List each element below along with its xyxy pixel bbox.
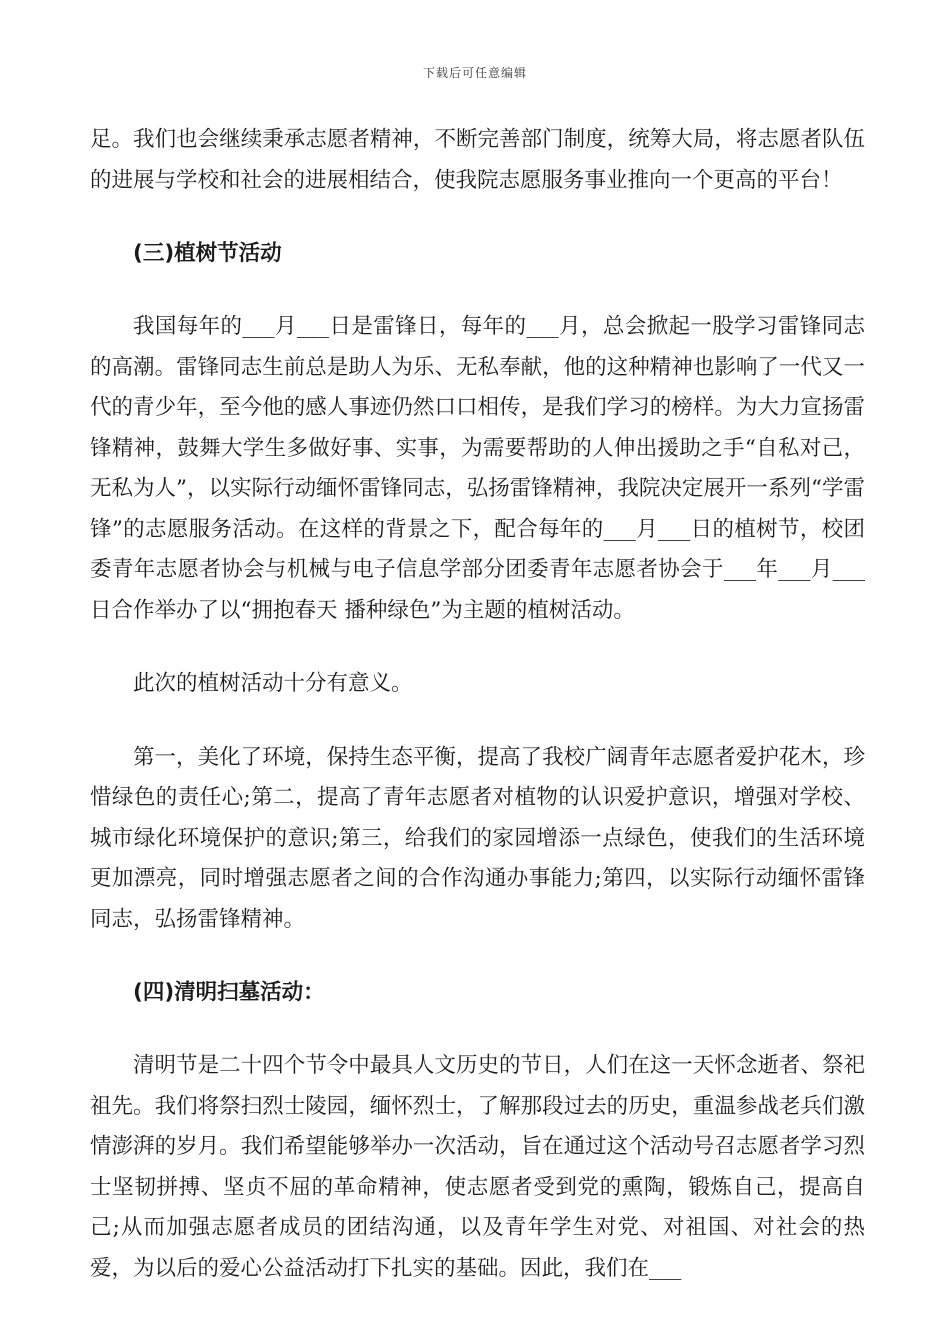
paragraph-arbor-day-meaning: 此次的植树活动十分有意义。: [133, 671, 413, 696]
section-heading-qingming: (四)清明扫墓活动：: [133, 980, 325, 1005]
paragraph-arbor-day-intro: 我国每年的___月___日是雷锋日，每年的___月，总会掀起一股学习雷锋同志的高潮。雷锋同志生前总是助人为乐、无私奉献，他的这种精神也影响了一代又一代的青少年，至今他的感人事迹仍然口口相传，是我们学习的榜样。为大力宣扬雷锋精神，鼓舞大学生多做好事、实事，为需要帮助的人伸出援助之手“自私对己，无私为人”，以实际行动缅怀雷锋同志，弘扬雷锋精神，我院决定展开一系列“学雷锋”的志愿服务活动。在这样的背景之下，配合每年的___月___日的植树节，校团委青年志愿者协会与机械与电子信息学部分团委青年志愿者协会于___年___月___日合作举办了以“拥抱春天 播种绿色”为主题的植树活动。: [90, 314, 865, 623]
paragraph-continuation: 足。我们也会继续秉承志愿者精神，不断完善部门制度，统筹大局，将志愿者队伍的进展与学校和社会的进展相结合，使我院志愿服务事业推向一个更高的平台！: [90, 127, 865, 193]
page-header: 下载后可任意编辑: [422, 66, 527, 80]
document-body: [90, 120, 865, 1322]
paragraph-arbor-day-points: 第一，美化了环境，保持生态平衡，提高了我校广阔青年志愿者爱护花木，珍惜绿色的责任心;第二，提高了青年志愿者对植物的认识爱护意识，增强对学校、城市绿化环境保护的意识;第三，给我们的家园增添一点绿色，使我们的生活环境更加漂亮，同时增强志愿者之间的合作沟通办事能力;第四，以实际行动缅怀雷锋同志，弘扬雷锋精神。: [90, 744, 865, 932]
paragraph-qingming: 清明节是二十四个节令中最具人文历史的节日，人们在这一天怀念逝者、祭祀祖先。我们将祭扫烈士陵园，缅怀烈士，了解那段过去的历史，重温参战老兵们激情澎湃的岁月。我们希望能够举办一次活动，旨在通过这个活动号召志愿者学习烈士坚韧拼搏、坚贞不屈的革命精神，使志愿者受到党的熏陶，锻炼自己，提高自己;从而加强志愿者成员的团结沟通，以及青年学生对党、对祖国、对社会的热爱，为以后的爱心公益活动打下扎实的基础。因此，我们在___: [90, 1053, 865, 1281]
section-heading-arbor-day: (三)植树节活动: [133, 241, 282, 266]
